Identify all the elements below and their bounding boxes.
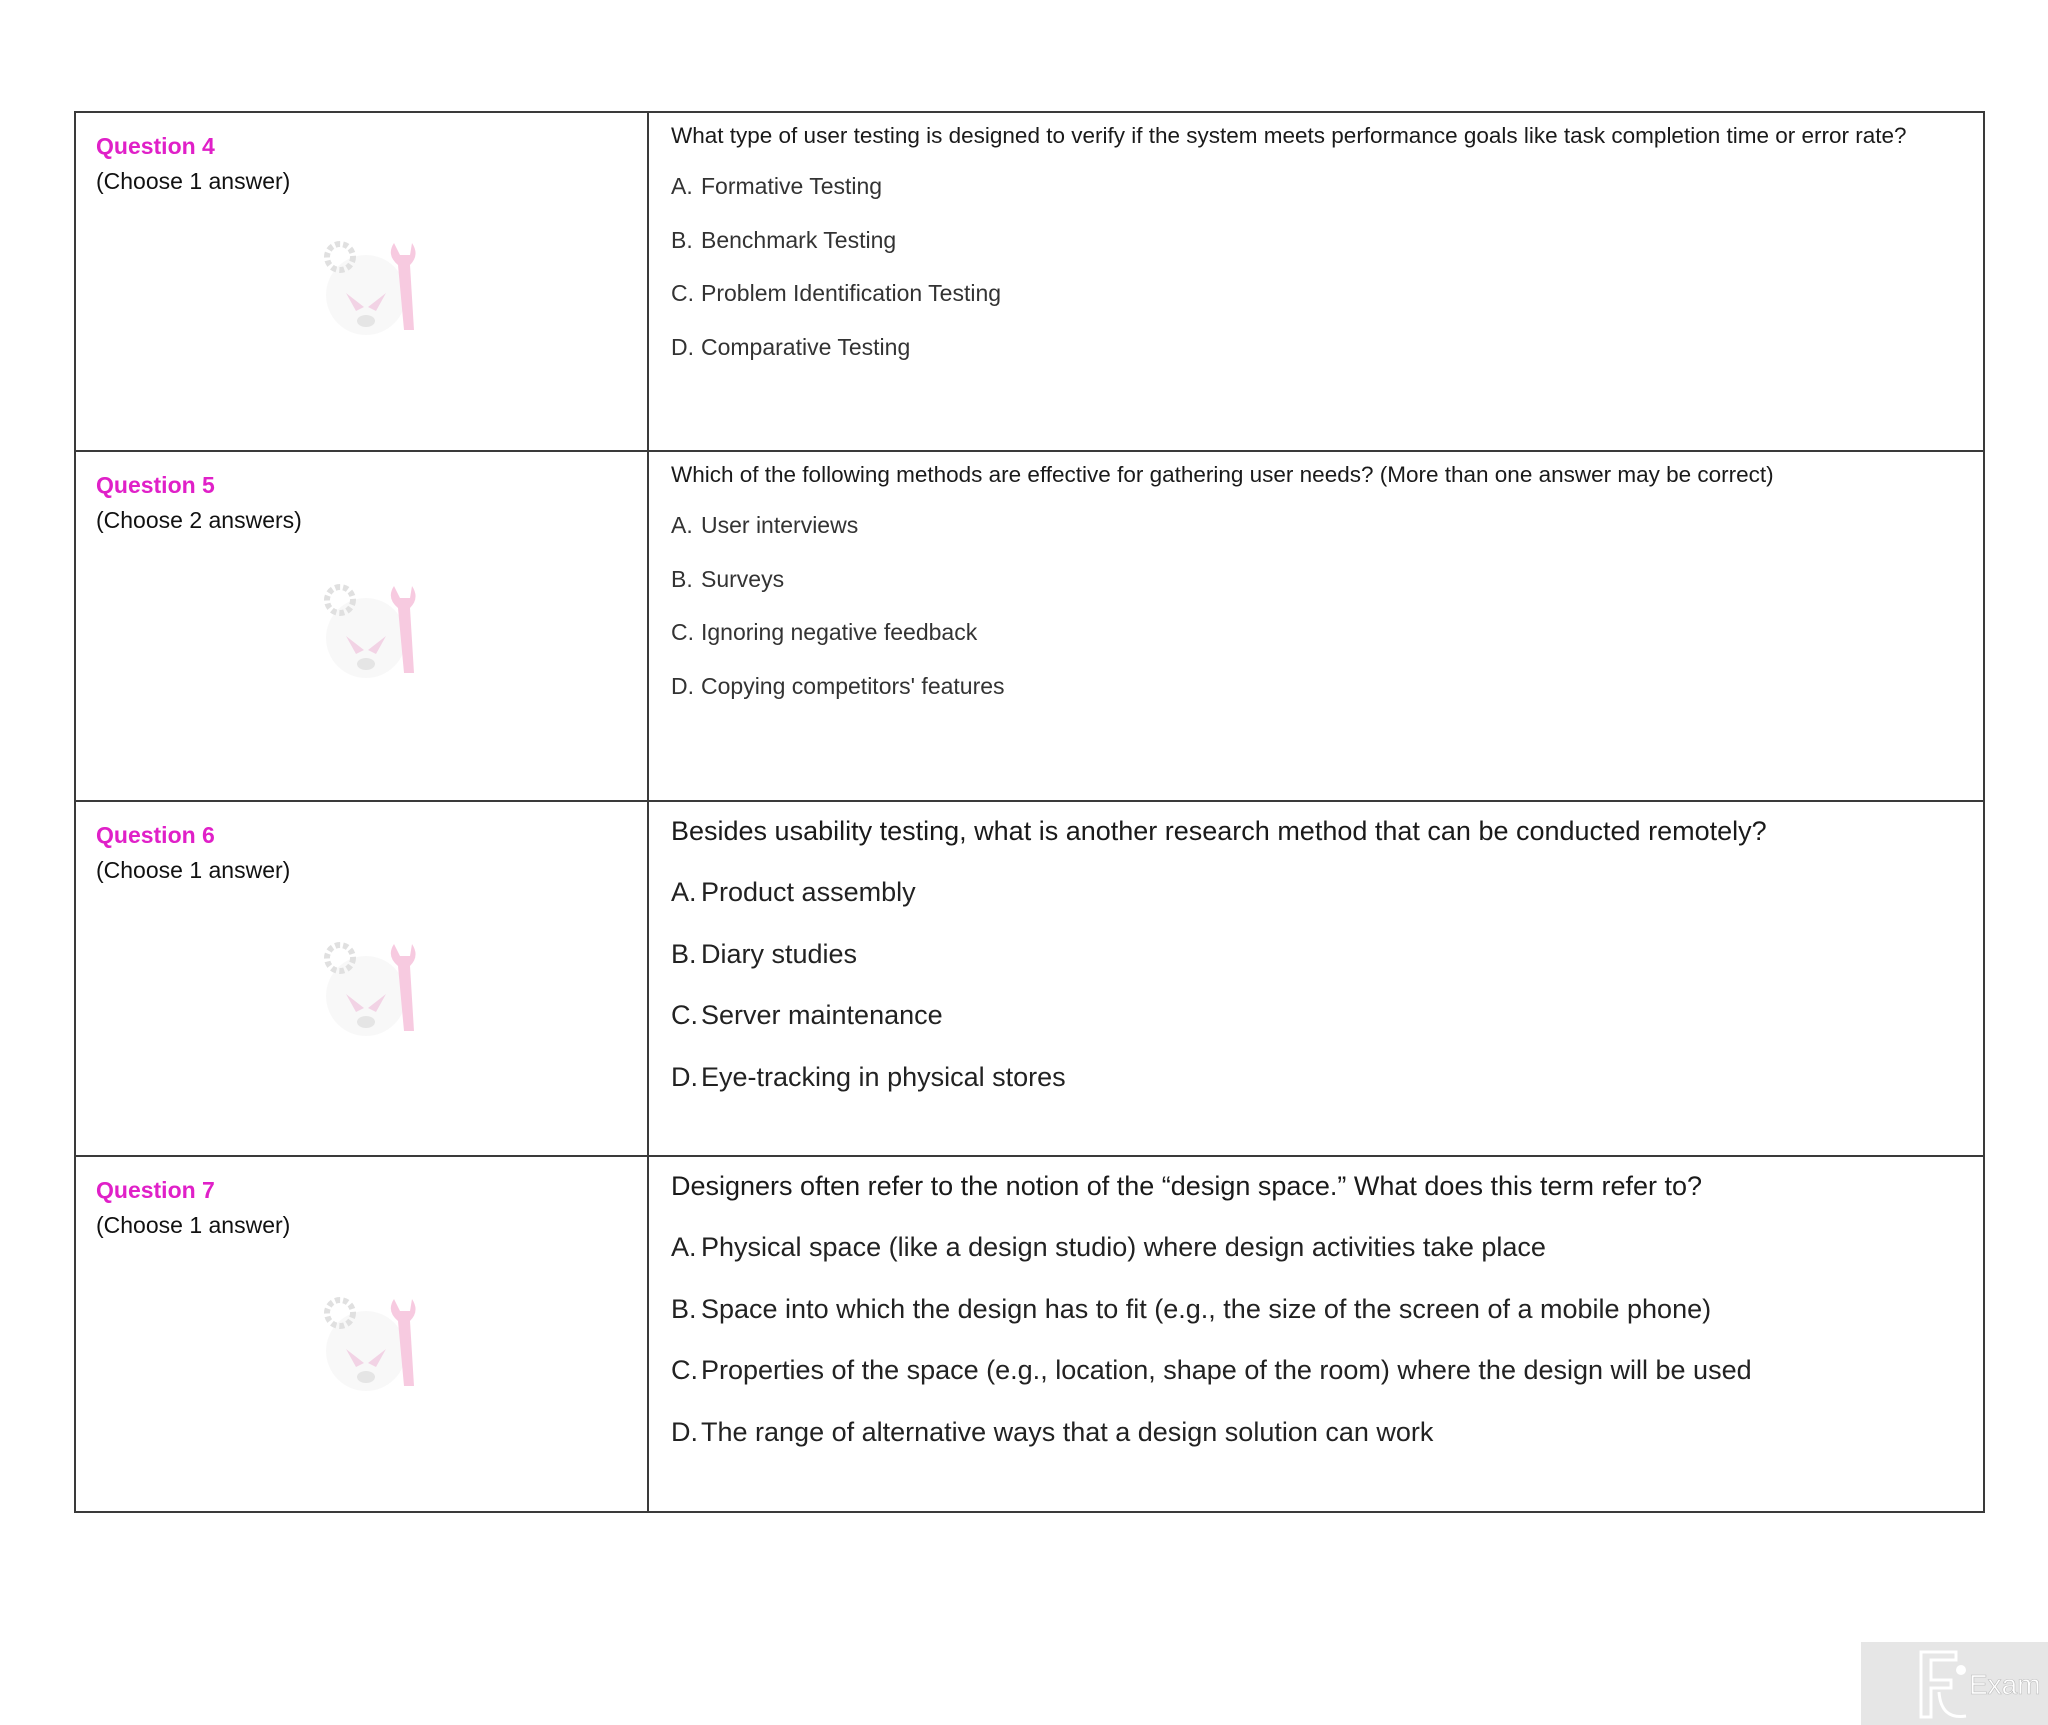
answer-option-d[interactable]: D. The range of alternative ways that a design solution can work — [671, 1416, 1434, 1447]
answer-option-b[interactable]: B. Diary studies — [671, 938, 858, 969]
question-row — [75, 801, 1984, 1156]
mascot-watermark-icon — [316, 936, 434, 1038]
answer-option-a[interactable]: A. Physical space (like a design studio) where design activities take place — [671, 1232, 1546, 1262]
question-row — [75, 1156, 1984, 1512]
answer-option-a[interactable]: A. Formative Testing — [671, 173, 883, 199]
answer-option-b[interactable]: B. Space into which the design has to fit (e.g., the size of the screen of a mobile phone) — [671, 1293, 1712, 1324]
question-header-cell — [75, 451, 648, 801]
question-title: Question 7 — [96, 1177, 215, 1203]
question-row — [75, 112, 1984, 451]
mascot-watermark-icon — [316, 578, 434, 680]
question-title: Question 6 — [96, 822, 215, 848]
choose-instruction: (Choose 1 answer) — [96, 168, 291, 194]
mascot-watermark-icon — [316, 1291, 434, 1393]
choose-instruction: (Choose 2 answers) — [96, 507, 302, 533]
answer-option-d[interactable]: D. Comparative Testing — [671, 333, 911, 360]
question-body-cell — [648, 112, 1984, 451]
question-body-cell — [648, 801, 1984, 1156]
questions-table — [74, 111, 1985, 1513]
choose-instruction: (Choose 1 answer) — [96, 857, 291, 883]
answer-option-d[interactable]: D. Copying competitors' features — [671, 672, 1005, 699]
question-text: Designers often refer to the notion of the “design space.” What does this term refer to? — [671, 1171, 1703, 1201]
choose-instruction: (Choose 1 answer) — [96, 1212, 291, 1238]
question-text: Besides usability testing, what is another research method that can be conducted remotely? — [671, 816, 1767, 846]
answer-option-a[interactable]: A. Product assembly — [671, 877, 916, 907]
question-row — [75, 451, 1984, 801]
question-header-cell — [75, 112, 648, 451]
answer-option-b[interactable]: B. Surveys — [671, 565, 785, 592]
answer-option-c[interactable]: C. Problem Identification Testing — [671, 280, 1002, 306]
answer-option-c[interactable]: C. Properties of the space (e.g., location, shape of the room) where the design will be used — [671, 1355, 1752, 1385]
exam-logo-watermark — [1861, 1642, 2048, 1725]
answer-option-b[interactable]: B. Benchmark Testing — [671, 226, 897, 253]
question-body-cell — [648, 451, 1984, 801]
logo-icon — [1861, 1642, 2048, 1725]
question-title: Question 5 — [96, 472, 215, 498]
mascot-watermark-icon — [316, 235, 434, 337]
answer-option-c[interactable]: C. Server maintenance — [671, 1000, 943, 1030]
question-text: What type of user testing is designed to verify if the system meets performance goals like task completion time or error rate? — [671, 123, 1907, 148]
answer-option-d[interactable]: D. Eye-tracking in physical stores — [671, 1061, 1066, 1092]
question-title: Question 4 — [96, 133, 215, 159]
question-header-cell — [75, 1156, 648, 1512]
question-header-cell — [75, 801, 648, 1156]
answer-option-c[interactable]: C. Ignoring negative feedback — [671, 619, 978, 645]
logo-text: Exam — [1969, 1669, 2041, 1700]
question-body-cell — [648, 1156, 1984, 1512]
answer-option-a[interactable]: A. User interviews — [671, 512, 859, 538]
question-text: Which of the following methods are effective for gathering user needs? (More than one answer may be correct) — [671, 462, 1774, 487]
